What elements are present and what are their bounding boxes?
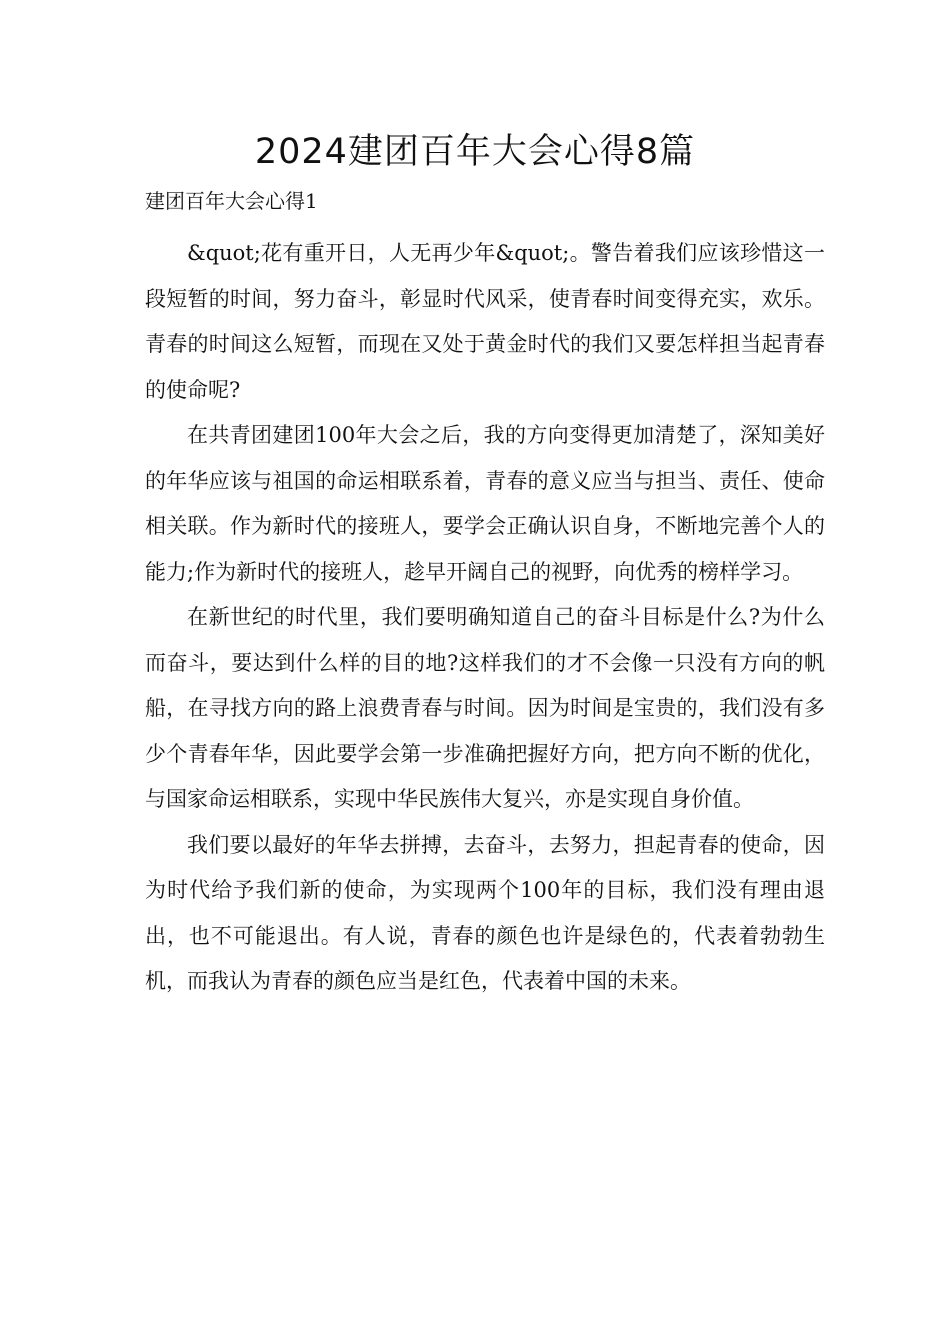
paragraph-1: &quot;花有重开日，人无再少年&quot;。警告着我们应该珍惜这一段短暂的时间，努力奋斗，彰显时代风采，使青春时间变得充实，欢乐。青春的时间这么短暂，而现在又处于黄金时代的我们又要怎样担当起青春的使命呢? (145, 241, 825, 402)
paragraph-4: 我们要以最好的年华去拼搏，去奋斗，去努力，担起青春的使命，因为时代给予我们新的使命，为实现两个100年的目标，我们没有理由退出，也不可能退出。有人说，青春的颜色也许是绿色的，代表着勃勃生机，而我认为青春的颜色应当是红色，代表着中国的未来。 (145, 832, 825, 993)
document-title: 2024建团百年大会心得8篇 (254, 132, 696, 172)
paragraph-3: 在新世纪的时代里，我们要明确知道自己的奋斗目标是什么?为什么而奋斗，要达到什么样的目的地?这样我们的才不会像一只没有方向的帆船，在寻找方向的路上浪费青春与时间。因为时间是宝贵的，我们没有多少个青春年华，因此要学会第一步准确把握好方向，把方向不断的优化，与国家命运相联系，实现中华民族伟大复兴，亦是实现自身价值。 (145, 605, 825, 811)
section-heading: 建团百年大会心得1 (145, 189, 318, 213)
paragraph-2: 在共青团建团100年大会之后，我的方向变得更加清楚了，深知美好的年华应该与祖国的命运相联系着，青春的意义应当与担当、责任、使命相关联。作为新时代的接班人，要学会正确认识自身，不断地完善个人的能力;作为新时代的接班人，趁早开阔自己的视野，向优秀的榜样学习。 (145, 423, 825, 584)
document-body (145, 231, 825, 1005)
